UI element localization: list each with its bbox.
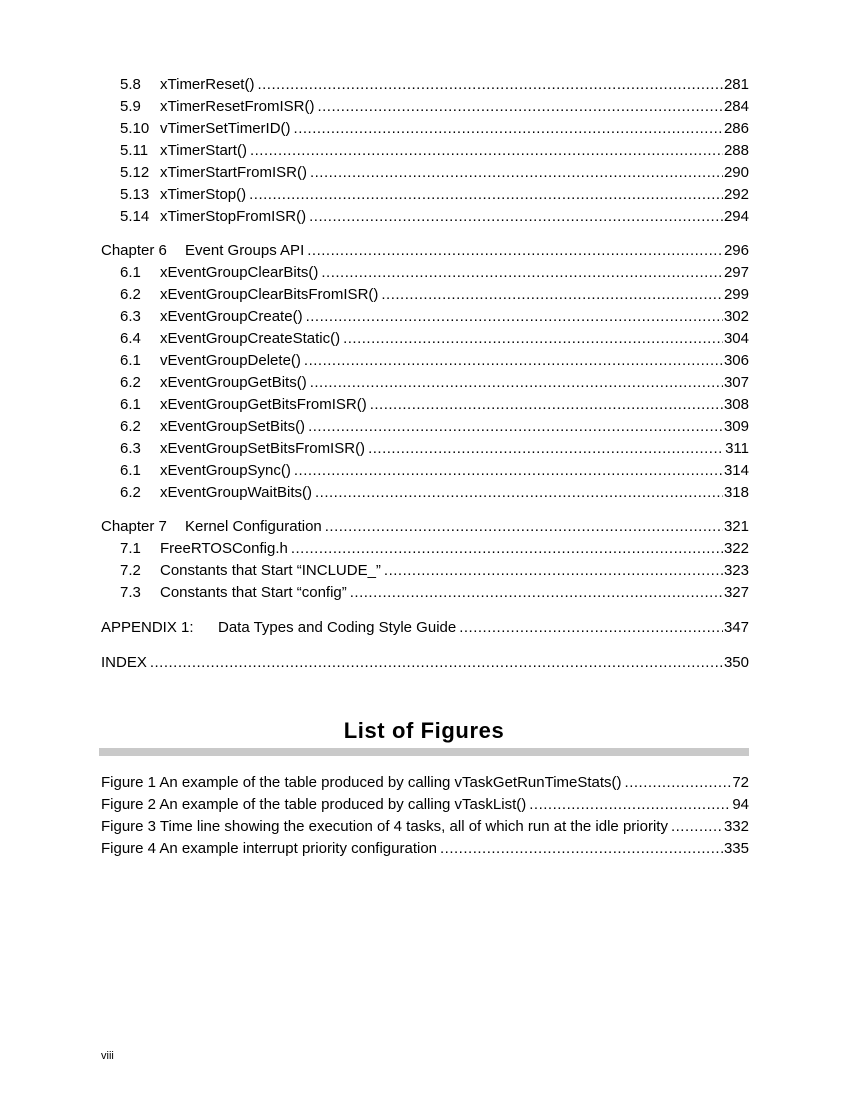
entry-title: xEventGroupSetBitsFromISR() xyxy=(160,440,366,457)
entry-title: xEventGroupGetBits() xyxy=(160,374,307,391)
toc-appendix-1[interactable] xyxy=(101,617,749,639)
toc-entry[interactable] xyxy=(101,206,749,228)
list-of-figures-heading: List of Figures xyxy=(343,718,505,743)
section-number: 5.8 xyxy=(120,76,141,93)
dot-leader xyxy=(317,96,723,118)
dot-leader xyxy=(325,516,723,538)
toc-chapter-7[interactable] xyxy=(101,516,749,538)
toc-entry[interactable] xyxy=(101,560,749,582)
entry-page-number: 318 xyxy=(723,484,749,501)
section-number: 7.1 xyxy=(120,540,141,557)
entry-page-number: 332 xyxy=(723,818,749,835)
figure-entry[interactable] xyxy=(101,838,749,860)
dot-leader xyxy=(291,538,723,560)
entry-page-number: 299 xyxy=(723,286,749,303)
section-number: 6.1 xyxy=(120,462,141,479)
entry-page-number: 308 xyxy=(723,396,749,413)
toc-entry[interactable] xyxy=(101,416,749,438)
dot-leader xyxy=(306,306,723,328)
entry-title: FreeRTOSConfig.h xyxy=(160,540,288,557)
dot-leader xyxy=(343,328,723,350)
toc-entry[interactable] xyxy=(101,74,749,96)
entry-title: Constants that Start “INCLUDE_” xyxy=(160,562,381,579)
entry-page-number: 297 xyxy=(723,264,749,281)
entry-title: xEventGroupWaitBits() xyxy=(160,484,312,501)
appendix-number: APPENDIX 1: xyxy=(101,619,194,636)
appendix-title: Data Types and Coding Style Guide xyxy=(218,619,457,636)
dot-leader xyxy=(150,652,723,674)
toc-entry[interactable] xyxy=(101,350,749,372)
section-number: 5.10 xyxy=(120,120,150,137)
entry-page-number: 292 xyxy=(723,186,749,203)
toc-entry[interactable] xyxy=(101,96,749,118)
entry-title: xTimerReset() xyxy=(160,76,255,93)
toc-entry[interactable] xyxy=(101,438,749,460)
table-of-contents xyxy=(101,74,749,674)
chapter-title: Event Groups API xyxy=(185,242,305,259)
entry-title: xEventGroupCreateStatic() xyxy=(160,330,341,347)
dot-leader xyxy=(309,206,723,228)
dot-leader xyxy=(321,262,723,284)
chapter-page-number: 321 xyxy=(723,518,749,535)
entry-title: xEventGroupSync() xyxy=(160,462,291,479)
dot-leader xyxy=(308,416,723,438)
chapter-title: Kernel Configuration xyxy=(185,518,322,535)
entry-title: xTimerStart() xyxy=(160,142,247,159)
dot-leader xyxy=(249,184,723,206)
dot-leader xyxy=(304,350,723,372)
section-number: 6.2 xyxy=(120,484,141,501)
entry-page-number: 307 xyxy=(723,374,749,391)
dot-leader xyxy=(307,240,723,262)
dot-leader xyxy=(671,816,723,838)
toc-entry[interactable] xyxy=(101,184,749,206)
index-page-number: 350 xyxy=(723,654,749,671)
timer-section xyxy=(101,74,749,228)
entry-page-number: 288 xyxy=(723,142,749,159)
entry-page-number: 314 xyxy=(723,462,749,479)
dot-leader xyxy=(529,794,731,816)
toc-entry[interactable] xyxy=(101,460,749,482)
section-number: 6.2 xyxy=(120,418,141,435)
toc-entry[interactable] xyxy=(101,284,749,306)
section-number: 5.14 xyxy=(120,208,150,225)
dot-leader xyxy=(310,162,723,184)
section-number: 7.3 xyxy=(120,584,141,601)
dot-leader xyxy=(294,118,723,140)
entry-page-number: 304 xyxy=(723,330,749,347)
dot-leader xyxy=(440,838,723,860)
toc-entry[interactable] xyxy=(101,262,749,284)
figure-entry[interactable] xyxy=(101,772,749,794)
entry-page-number: 311 xyxy=(725,440,749,457)
section-number: 6.4 xyxy=(120,330,141,347)
dot-leader xyxy=(381,284,723,306)
entry-page-number: 309 xyxy=(723,418,749,435)
page-number: viii xyxy=(101,1050,114,1062)
entry-page-number: 94 xyxy=(732,796,749,813)
toc-entry[interactable] xyxy=(101,328,749,350)
event-groups-section xyxy=(101,262,749,504)
entry-page-number: 323 xyxy=(723,562,749,579)
dot-leader xyxy=(384,560,723,582)
section-number: 5.9 xyxy=(120,98,141,115)
entry-title: xEventGroupClearBitsFromISR() xyxy=(160,286,379,303)
toc-chapter-6[interactable] xyxy=(101,240,749,262)
entry-page-number: 306 xyxy=(723,352,749,369)
toc-entry[interactable] xyxy=(101,306,749,328)
section-number: 6.3 xyxy=(120,440,141,457)
entry-page-number: 281 xyxy=(723,76,749,93)
appendix-page-number: 347 xyxy=(723,619,749,636)
chapter-page-number: 296 xyxy=(723,242,749,259)
dot-leader xyxy=(350,582,723,604)
entry-title: vEventGroupDelete() xyxy=(160,352,301,369)
section-number: 6.1 xyxy=(120,264,141,281)
dot-leader xyxy=(250,140,723,162)
section-number: 5.12 xyxy=(120,164,150,181)
entry-title: xEventGroupGetBitsFromISR() xyxy=(160,396,367,413)
toc-entry[interactable] xyxy=(101,118,749,140)
list-of-figures xyxy=(101,772,749,860)
chapter-number: Chapter 7 xyxy=(101,518,167,535)
section-number: 6.2 xyxy=(120,374,141,391)
entry-page-number: 335 xyxy=(723,840,749,857)
entry-page-number: 290 xyxy=(723,164,749,181)
entry-title: xTimerResetFromISR() xyxy=(160,98,315,115)
entry-page-number: 322 xyxy=(723,540,749,557)
index-title: INDEX xyxy=(101,654,147,671)
entry-title: xEventGroupClearBits() xyxy=(160,264,319,281)
dot-leader xyxy=(315,482,723,504)
entry-page-number: 72 xyxy=(732,774,749,791)
entry-title: xTimerStopFromISR() xyxy=(160,208,307,225)
entry-title: xEventGroupCreate() xyxy=(160,308,303,325)
entry-page-number: 286 xyxy=(723,120,749,137)
section-number: 6.2 xyxy=(120,286,141,303)
toc-entry[interactable] xyxy=(101,538,749,560)
figure-entry[interactable] xyxy=(101,816,749,838)
entry-title: xTimerStop() xyxy=(160,186,247,203)
entry-title: Figure 2 An example of the table produced by calling vTaskList() xyxy=(101,796,527,813)
toc-entry[interactable] xyxy=(101,140,749,162)
figure-entry[interactable] xyxy=(101,794,749,816)
toc-entry[interactable] xyxy=(101,482,749,504)
toc-entry[interactable] xyxy=(101,372,749,394)
entry-page-number: 284 xyxy=(723,98,749,115)
dot-leader xyxy=(459,617,723,639)
entry-page-number: 294 xyxy=(723,208,749,225)
section-number: 5.13 xyxy=(120,186,150,203)
entry-title: Figure 1 An example of the table produced by calling vTaskGetRunTimeStats() xyxy=(101,774,622,791)
entry-title: xTimerStartFromISR() xyxy=(160,164,307,181)
section-number: 6.1 xyxy=(120,396,141,413)
dot-leader xyxy=(257,74,723,96)
dot-leader xyxy=(370,394,723,416)
entry-title: Constants that Start “config” xyxy=(160,584,347,601)
toc-entry[interactable] xyxy=(101,162,749,184)
toc-entry[interactable] xyxy=(101,582,749,604)
entry-title: Figure 3 Time line showing the execution of 4 tasks, all of which run at the idle priority xyxy=(101,818,668,835)
entry-page-number: 327 xyxy=(723,584,749,601)
chapter-number: Chapter 6 xyxy=(101,242,167,259)
toc-index[interactable] xyxy=(101,652,749,674)
entry-title: Figure 4 An example interrupt priority configuration xyxy=(101,840,438,857)
dot-leader xyxy=(368,438,724,460)
heading-rule xyxy=(99,748,749,756)
kernel-config-section xyxy=(101,538,749,604)
entry-page-number: 302 xyxy=(723,308,749,325)
section-number: 6.1 xyxy=(120,352,141,369)
section-number: 5.11 xyxy=(120,142,149,159)
dot-leader xyxy=(625,772,732,794)
dot-leader xyxy=(310,372,723,394)
dot-leader xyxy=(294,460,723,482)
entry-title: vTimerSetTimerID() xyxy=(160,120,291,137)
section-number: 6.3 xyxy=(120,308,141,325)
entry-title: xEventGroupSetBits() xyxy=(160,418,306,435)
toc-entry[interactable] xyxy=(101,394,749,416)
section-number: 7.2 xyxy=(120,562,141,579)
